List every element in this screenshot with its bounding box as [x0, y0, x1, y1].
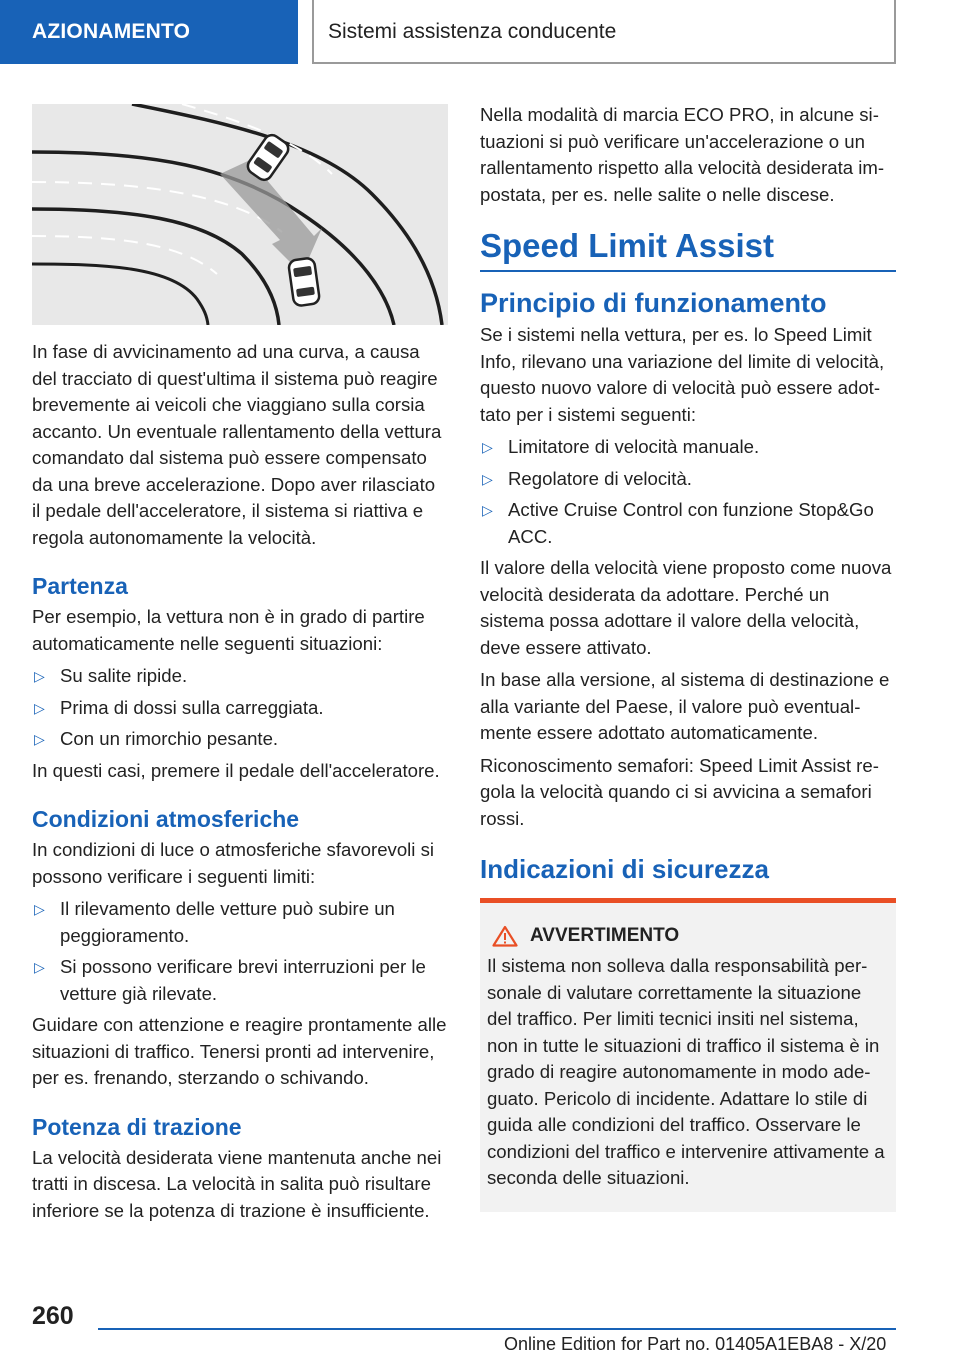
list-item: ▷ Con un rimorchio pesante. [32, 726, 448, 753]
curve-illustration [32, 104, 448, 325]
condizioni-after: Guidare con attenzione e reagire prontamente alle situazioni di traffico. Tenersi pronti ad intervenire, per es. frenando, sterzando o schivando. [32, 1014, 447, 1088]
heading-potenza: Potenza di trazione [32, 1113, 242, 1140]
heading-condizioni: Condizioni atmosferiche [32, 806, 300, 832]
warning-box [480, 898, 896, 1212]
list-item: ▷ Su salite ripide. [32, 663, 448, 690]
list-item: ▷ Regolatore di velocità. [480, 466, 896, 493]
triangle-bullet-icon: ▷ [482, 502, 493, 518]
partenza-list [32, 663, 448, 753]
eco-paragraph: Nella modalità di marcia ECO PRO, in alcune situazioni si può verificare un'accelerazione o un rallentamento rispetto alla velocità desiderata impostata, per es. nelle salite o nelle discese. [480, 104, 885, 205]
triangle-bullet-icon: ▷ [34, 668, 45, 684]
footer-edition: Online Edition for Part no. 01405A1EBA8 - X/20 [504, 1334, 887, 1354]
condizioni-list [32, 896, 448, 1007]
triangle-bullet-icon: ▷ [34, 959, 45, 975]
triangle-bullet-icon: ▷ [482, 470, 493, 487]
triangle-bullet-icon: ▷ [34, 901, 45, 917]
list-item: ▷ Si possono verificare brevi interruzioni per le vetture già rilevate. [34, 956, 426, 1004]
left-column [32, 104, 448, 1230]
heading-principio: Principio di funzionamento [480, 288, 827, 318]
principio-list [480, 434, 896, 550]
heading-partenza: Partenza [32, 573, 128, 599]
right-column [480, 102, 896, 1212]
heading-sicurezza: Indicazioni di sicurezza [480, 854, 769, 884]
warning-title: AVVERTIMENTO [487, 923, 888, 949]
principio-p2: In base alla versione, al sistema di destinazione e alla variante del Paese, il valore può eventualmente essere adottato automaticamente. [480, 669, 890, 743]
potenza-text: La velocità desiderata viene mantenuta anche nei tratti in discesa. La velocità in salita può risultare inferiore se la potenza di trazione è insufficiente. [32, 1146, 442, 1221]
list-item: ▷ Limitatore di velocità manuale. [480, 434, 896, 461]
list-item: ▷ Il rilevamento delle vetture può subire un peggioramento. [34, 898, 395, 946]
triangle-bullet-icon: ▷ [34, 731, 45, 747]
footer-divider [98, 1328, 896, 1330]
header-chapter: Sistemi assistenza conducente [312, 0, 896, 64]
header-section: AZIONAMENTO [0, 0, 298, 64]
warning-text: Il sistema non solleva dalla responsabilità personale di valutare correttamente la situazione del traffico. Per limiti tecnici insiti nel sistema, non in tutte le situazioni di traffico il sistema è in grado di reagire autonomamente in modo adeguato. Pericolo di incidente. Adattare lo stile di guida alle condizioni del traffico. Osservare le condizioni del traffico e intervenire attivamente a seconda delle situazioni. [487, 955, 885, 1188]
principio-p3: Riconoscimento semafori: Speed Limit Assist regola la velocità quando ci si avvicina a semafori rossi. [480, 754, 879, 829]
principio-p1: Il valore della velocità viene proposto come nuova velocità desiderata da adottare. Perché un sistema possa adottare il valore della velocità, deve essere attivato. [480, 557, 892, 658]
condizioni-text: In condizioni di luce o atmosferiche sfavorevoli si possono verificare i seguenti limiti: [32, 839, 435, 887]
triangle-bullet-icon: ▷ [34, 699, 45, 716]
list-item: ▷ Prima di dossi sulla carreggiata. [32, 695, 448, 722]
list-item: ▷ Active Cruise Control con funzione Stop&Go ACC. [482, 499, 874, 547]
main-title: Speed Limit Assist [480, 226, 896, 272]
partenza-after: In questi casi, premere il pedale dell'acceleratore. [32, 759, 440, 781]
triangle-bullet-icon: ▷ [482, 439, 493, 455]
partenza-text: Per esempio, la vettura non è in grado di partire automaticamente nelle seguenti situazioni: [32, 606, 425, 654]
intro-paragraph: In fase di avvicinamento ad una curva, a causa del tracciato di quest'ultima il sistema può reagire brevemente ai veicoli che viaggiano sulla corsia accanto. Un eventuale rallentamento della vettura comandato dal sistema può essere compensato da una breve accelerazione. Dopo aver rilasciato il pedale dell'acceleratore, il sistema si riattiva e regola autonomamente la velocità. [32, 341, 442, 548]
principio-text: Se i sistemi nella vettura, per es. lo Speed Limit Info, rilevano una variazione del limite di velocità, questo nuovo valore di velocità può essere adottato per i sistemi seguenti: [480, 324, 885, 425]
page-number: 260 [32, 1302, 74, 1330]
warning-triangle-icon [492, 925, 518, 947]
